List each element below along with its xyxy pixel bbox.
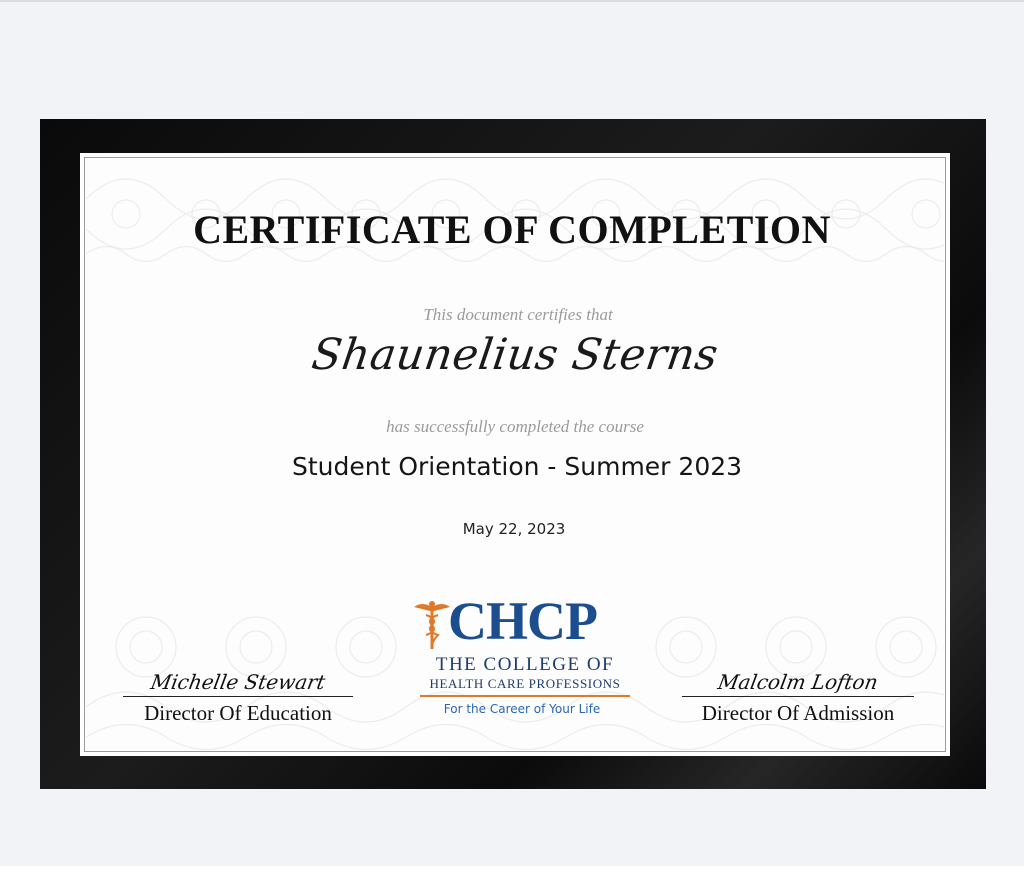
logo-divider xyxy=(420,695,630,697)
certifies-text: This document certifies that xyxy=(423,305,613,324)
screen-top-edge xyxy=(0,0,1024,2)
signature-right-line xyxy=(682,696,914,697)
signature-right xyxy=(680,670,916,726)
certificate-title: CERTIFICATE OF COMPLETION xyxy=(193,207,831,252)
signature-left-name: Michelle Stewart xyxy=(148,670,328,694)
completion-date: May 22, 2023 xyxy=(462,520,566,538)
signature-right-title: Director Of Admission xyxy=(701,701,895,725)
signature-right-name: Malcolm Lofton xyxy=(716,670,880,694)
logo-wordmark: CHCP xyxy=(448,591,597,651)
recipient-name: Shaunelius Sterns xyxy=(308,330,722,380)
caduceus-icon xyxy=(412,599,452,649)
screen-bottom-edge xyxy=(0,866,1024,873)
signature-left xyxy=(118,670,358,726)
signature-left-line xyxy=(123,696,353,697)
course-name: Student Orientation - Summer 2023 xyxy=(291,452,743,481)
completed-text: has successfully completed the course xyxy=(386,417,644,436)
logo-line1: THE COLLEGE OF xyxy=(435,654,615,675)
logo-line2: HEALTH CARE PROFESSIONS xyxy=(429,676,621,691)
signature-left-title: Director Of Education xyxy=(144,701,332,725)
chcp-logo xyxy=(412,591,632,722)
logo-tagline: For the Career of Your Life xyxy=(443,702,601,716)
